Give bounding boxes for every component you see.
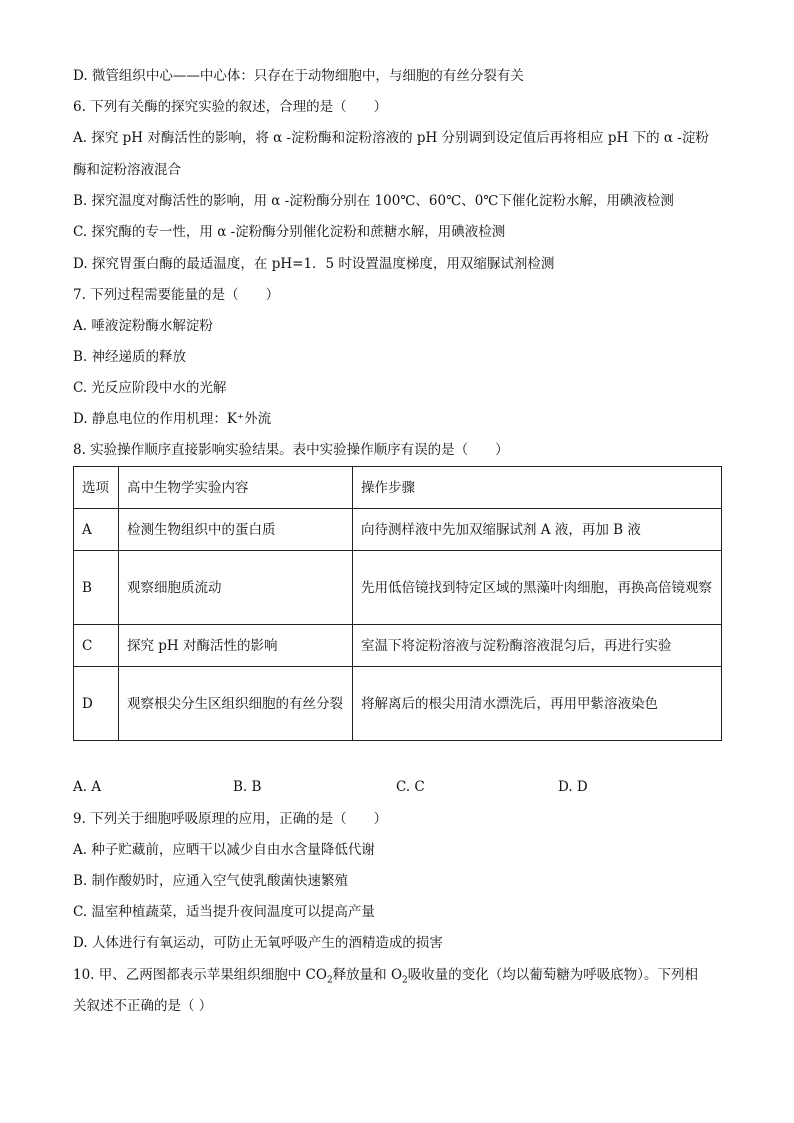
q6-option-a-line1: A. 探究 pH 对酶活性的影响，将 α -淀粉酶和淀粉溶液的 pH 分别调到设定值后再将相应 pH 下的 α -淀粉 (73, 130, 709, 146)
q7-option-b: B. 神经递质的释放 (73, 349, 187, 365)
table-cell-step: 向待测样液中先加双缩脲试剂 A 液，再加 B 液 (353, 509, 722, 551)
table-header-cell: 选项 (74, 467, 119, 509)
q9-option-a: A. 种子贮藏前，应晒干以减少自由水含量降低代谢 (73, 842, 375, 858)
q9-option-b: B. 制作酸奶时，应通入空气使乳酸菌快速繁殖 (73, 873, 349, 889)
table-cell-option: C (74, 625, 119, 667)
q8-stem: 8. 实验操作顺序直接影响实验结果。表中实验操作顺序有误的是（ ） (73, 442, 509, 458)
table-row (74, 509, 722, 551)
q6-option-a-line2: 酶和淀粉溶液混合 (73, 162, 181, 178)
q10-text-part1: 10. 甲、乙两图都表示苹果组织细胞中 CO (73, 967, 327, 983)
q9-option-c: C. 温室种植蔬菜，适当提升夜间温度可以提高产量 (73, 904, 375, 920)
q10-text-part3: 吸收量的变化（均以葡萄糖为呼吸底物）。下列相 (407, 967, 699, 983)
experiment-table (73, 466, 722, 741)
q6-option-c: C. 探究酶的专一性，用 α -淀粉酶分别催化淀粉和蔗糖水解，用碘液检测 (73, 224, 506, 240)
table-header-row (74, 467, 722, 509)
q8-choice-c: C. C (396, 779, 425, 795)
q7-option-d: D. 静息电位的作用机理：K⁺外流 (73, 411, 272, 427)
q7-option-a: A. 唾液淀粉酶水解淀粉 (73, 318, 213, 334)
q10-text-part2: 释放量和 O (332, 967, 403, 983)
table-header-cell: 操作步骤 (353, 467, 722, 509)
q10-subscript-o2: 2 (402, 975, 408, 986)
q7-stem: 7. 下列过程需要能量的是（ ） (73, 287, 280, 303)
table-cell-step: 将解离后的根尖用清水漂洗后，再用甲紫溶液染色 (353, 667, 722, 741)
q9-option-d: D. 人体进行有氧运动，可防止无氧呼吸产生的酒精造成的损害 (73, 935, 443, 951)
q8-choice-b: B. B (233, 779, 262, 795)
table-row (74, 667, 722, 741)
table-cell-content: 观察根尖分生区组织细胞的有丝分裂 (119, 667, 353, 741)
table-cell-content: 检测生物组织中的蛋白质 (119, 509, 353, 551)
table-row (74, 551, 722, 625)
table-cell-content: 探究 pH 对酶活性的影响 (119, 625, 353, 667)
q6-stem: 6. 下列有关酶的探究实验的叙述，合理的是（ ） (73, 99, 388, 115)
table-cell-option: A (74, 509, 119, 551)
q5-option-d: D. 微管组织中心——中心体：只存在于动物细胞中，与细胞的有丝分裂有关 (73, 68, 524, 84)
q6-option-d: D. 探究胃蛋白酶的最适温度，在 pH=1．5 时设置温度梯度，用双缩脲试剂检测 (73, 256, 555, 272)
table-cell-step: 先用低倍镜找到特定区域的黑藻叶肉细胞，再换高倍镜观察 (353, 551, 722, 625)
q7-option-c: C. 光反应阶段中水的光解 (73, 380, 227, 396)
table-cell-step: 室温下将淀粉溶液与淀粉酶溶液混匀后，再进行实验 (353, 625, 722, 667)
table-row (74, 625, 722, 667)
table-header-cell: 高中生物学实验内容 (119, 467, 353, 509)
q10-subscript-co2: 2 (326, 975, 333, 986)
q10-stem-line2: 关叙述不正确的是（ ） (73, 998, 213, 1014)
q9-stem: 9. 下列关于细胞呼吸原理的应用，正确的是（ ） (73, 811, 388, 827)
table-cell-option: D (74, 667, 119, 741)
q8-choice-a: A. A (73, 779, 102, 795)
q8-choice-d: D. D (558, 779, 588, 795)
table-cell-option: B (74, 551, 119, 625)
table-cell-content: 观察细胞质流动 (119, 551, 353, 625)
q10-stem-line1 (73, 965, 734, 985)
q6-option-b: B. 探究温度对酶活性的影响，用 α -淀粉酶分别在 100℃、60℃、0℃下催化淀粉水解，用碘液检测 (73, 193, 674, 209)
